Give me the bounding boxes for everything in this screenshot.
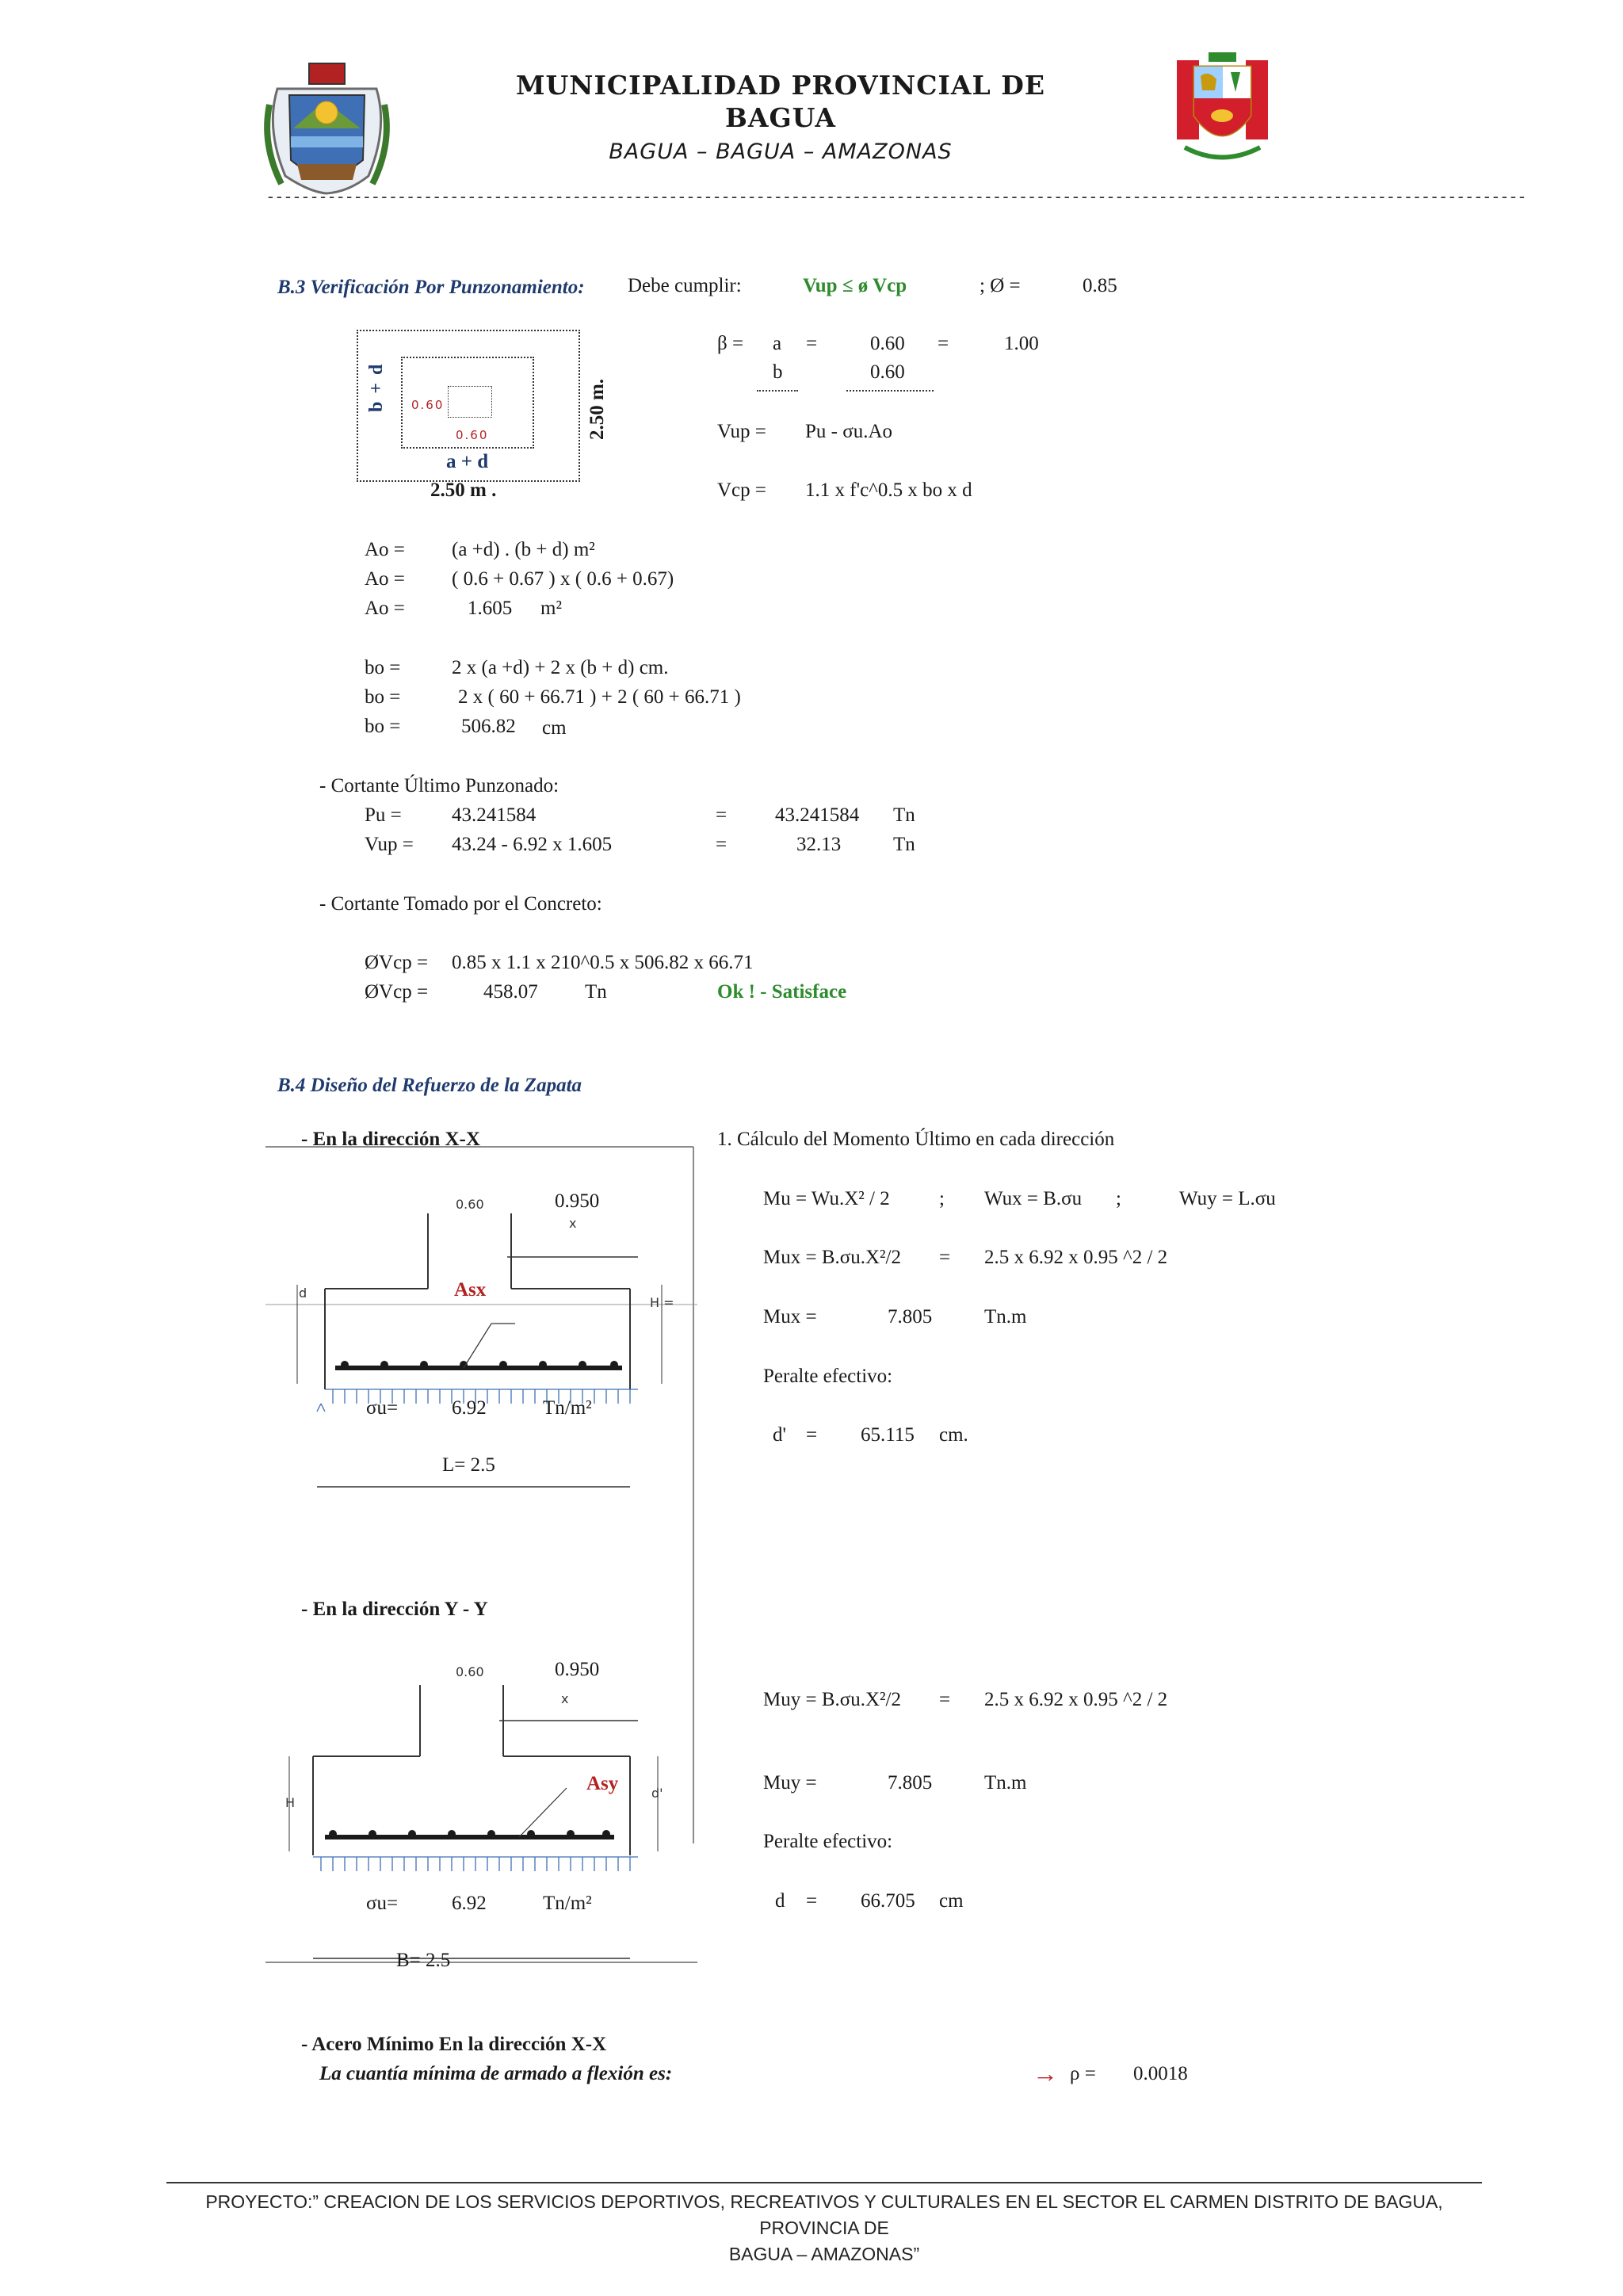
beta-result: 1.00	[1004, 333, 1039, 354]
ok-status: Ok ! - Satisface	[717, 981, 847, 1003]
mux-value: 7.805	[888, 1306, 933, 1328]
section-b3-heading: B.3 Verificación Por Punzonamiento:	[277, 277, 585, 298]
muy-label: Muy =	[763, 1772, 817, 1794]
ao-value-3: 1.605	[468, 598, 513, 619]
b-plus-d-label: b + d	[366, 362, 387, 412]
wuy-formula: Wuy = L.σu	[1179, 1188, 1276, 1209]
ovcp-value-2: 458.07	[483, 981, 538, 1003]
mux-label: Mux =	[763, 1306, 817, 1328]
muy-formula-value: 2.5 x 6.92 x 0.95 ^2 / 2	[984, 1689, 1168, 1710]
bo-value-2: 2 x ( 60 + 66.71 ) + 2 ( 60 + 66.71 )	[458, 686, 741, 708]
mux-formula-value: 2.5 x 6.92 x 0.95 ^2 / 2	[984, 1247, 1168, 1268]
beta-eq1: =	[806, 333, 818, 354]
dprime-eq: =	[806, 1424, 818, 1446]
xx-x-label: x	[569, 1216, 577, 1231]
xx-x-value: 0.950	[555, 1190, 600, 1212]
calc-moment-title: 1. Cálculo del Momento Último en cada dirección	[717, 1129, 1115, 1150]
bo-value-1: 2 x (a +d) + 2 x (b + d) cm.	[452, 657, 669, 678]
vup-formula: Pu - σu.Ao	[805, 421, 893, 442]
must-comply-label: Debe cumplir:	[628, 275, 742, 296]
rho-value: 0.0018	[1133, 2063, 1188, 2084]
beta-a-value: 0.60	[870, 333, 905, 354]
mu-separator-2: ;	[1116, 1188, 1121, 1209]
pu-unit: Tn	[893, 804, 915, 826]
vup-label: Vup =	[717, 421, 766, 442]
ovcp-value-1: 0.85 x 1.1 x 210^0.5 x 506.82 x 66.71	[452, 952, 754, 973]
yy-x-value: 0.950	[555, 1659, 600, 1680]
mux-formula-label: Mux = B.σu.X²/2	[763, 1247, 901, 1268]
pu-result: 43.241584	[775, 804, 860, 826]
section-b4-heading: B.4 Diseño del Refuerzo de la Zapata	[277, 1075, 582, 1096]
bo-label-3: bo =	[365, 716, 401, 737]
beta-a: a	[773, 333, 782, 354]
peralte-x-label: Peralte efectivo:	[763, 1366, 893, 1387]
wux-formula: Wux = B.σu	[984, 1188, 1083, 1209]
muy-unit: Tn.m	[984, 1772, 1027, 1794]
column-outline	[448, 386, 492, 418]
beta-fraction-rule-1	[757, 390, 798, 392]
cuantia-text: La cuantía mínima de armado a flexión es:	[319, 2063, 673, 2084]
inner-width-label: 0.60	[411, 398, 445, 412]
inner-height-label: 0.60	[456, 428, 489, 442]
mu-formula: Mu = Wu.X² / 2	[763, 1188, 890, 1209]
muy-value: 7.805	[888, 1772, 933, 1794]
header-title-line1: MUNICIPALIDAD PROVINCIAL DE	[516, 70, 1045, 101]
cortante-ultimo-heading: - Cortante Último Punzonado:	[319, 775, 559, 797]
header-subtitle: BAGUA – BAGUA – AMAZONAS	[609, 139, 953, 164]
peru-coat-of-arms	[1177, 52, 1268, 163]
asx-label: Asx	[454, 1279, 487, 1301]
ovcp-unit-2: Tn	[585, 981, 607, 1003]
ao-value-1: (a +d) . (b + d) m²	[452, 539, 595, 560]
direction-yy-title: - En la dirección Y - Y	[301, 1599, 488, 1620]
vup-calc-eq: =	[716, 834, 727, 855]
beta-label: β =	[717, 333, 744, 354]
footer-line-2: BAGUA – AMAZONAS”	[728, 2244, 920, 2264]
phi-value: 0.85	[1083, 275, 1117, 296]
direction-xx-title: - En la dirección X-X	[301, 1129, 480, 1150]
bo-label-1: bo =	[365, 657, 401, 678]
a-plus-d-label: a + d	[446, 451, 489, 472]
vup-calc-label: Vup =	[365, 834, 414, 855]
footing-width-label: 2.50 m .	[430, 479, 497, 501]
header-separator: ------------------------------------------------------------------------------------------------------------------------------------------------	[265, 187, 1526, 206]
ao-label-1: Ao =	[365, 539, 405, 560]
mux-unit: Tn.m	[984, 1306, 1027, 1328]
ovcp-label-2: ØVcp =	[365, 981, 429, 1003]
header-title-line2: BAGUA	[724, 102, 837, 133]
pu-value: 43.241584	[452, 804, 537, 826]
beta-b: b	[773, 361, 783, 383]
yy-h-label: H	[285, 1795, 296, 1810]
bo-label-2: bo =	[365, 686, 401, 708]
peralte-y-label: Peralte efectivo:	[763, 1831, 893, 1852]
mux-formula-eq: =	[939, 1247, 951, 1268]
xx-d-label: d	[299, 1286, 307, 1301]
xx-sigma-unit: Tn/m²	[543, 1397, 592, 1419]
dprime-value: 65.115	[861, 1424, 915, 1446]
punching-condition: Vup ≤ ø Vcp	[803, 275, 907, 296]
vup-calc-unit: Tn	[893, 834, 915, 855]
beta-b-value: 0.60	[870, 361, 905, 383]
xx-sigma-value: 6.92	[452, 1397, 487, 1419]
d-value: 66.705	[861, 1890, 915, 1912]
d-eq: =	[806, 1890, 818, 1912]
municipal-logo	[262, 57, 392, 200]
yy-b-label: B= 2.5	[396, 1950, 451, 1971]
xx-column-width: 0.60	[456, 1197, 484, 1212]
footing-section-xx-drawing	[265, 1146, 697, 1966]
muy-formula-eq: =	[939, 1689, 951, 1710]
d-unit: cm	[939, 1890, 964, 1912]
vcp-label: Vcp =	[717, 479, 766, 501]
yy-sigma-value: 6.92	[452, 1893, 487, 1914]
beta-eq2: =	[938, 333, 949, 354]
footing-height-label: 2.50 m.	[586, 378, 608, 440]
rho-label: ρ =	[1070, 2063, 1096, 2084]
muy-formula-label: Muy = B.σu.X²/2	[763, 1689, 901, 1710]
asy-label: Asy	[586, 1773, 619, 1794]
ao-label-2: Ao =	[365, 568, 405, 590]
arrow-right-icon: →	[1033, 2059, 1058, 2088]
footer-line-1: PROYECTO:” CREACION DE LOS SERVICIOS DEPORTIVOS, RECREATIVOS Y CULTURALES EN EL SECTOR EL CARMEN DISTRITO DE BAGUA, PROVINCIA DE	[205, 2191, 1443, 2238]
vcp-formula: 1.1 x f'c^0.5 x bo x d	[805, 479, 972, 501]
bo-value-3: 506.82	[461, 716, 516, 737]
pu-label: Pu =	[365, 804, 402, 826]
pu-eq: =	[716, 804, 727, 826]
mu-separator-1: ;	[939, 1188, 945, 1209]
ovcp-label-1: ØVcp =	[365, 952, 429, 973]
yy-x-label: x	[561, 1691, 569, 1706]
yy-column-width: 0.60	[456, 1664, 484, 1679]
ao-unit-3: m²	[540, 598, 562, 619]
beta-fraction-rule-2	[846, 390, 934, 392]
xx-sigma-label: σu=	[366, 1397, 399, 1419]
xx-h-label: H =	[650, 1295, 674, 1310]
phi-label: ; Ø =	[980, 275, 1021, 296]
ao-label-3: Ao =	[365, 598, 405, 619]
yy-d-label: d'	[651, 1786, 663, 1801]
d-label: d	[775, 1890, 785, 1912]
vup-calc-value: 43.24 - 6.92 x 1.605	[452, 834, 613, 855]
vup-calc-result: 32.13	[796, 834, 842, 855]
footer-rule	[166, 2182, 1482, 2183]
bo-unit-3: cm	[542, 717, 567, 739]
yy-sigma-label: σu=	[366, 1893, 399, 1914]
yy-sigma-unit: Tn/m²	[543, 1893, 592, 1914]
dprime-label: d'	[773, 1424, 787, 1446]
cortante-concreto-heading: - Cortante Tomado por el Concreto:	[319, 893, 602, 915]
ao-value-2: ( 0.6 + 0.67 ) x ( 0.6 + 0.67)	[452, 568, 674, 590]
footer	[166, 2189, 1482, 2267]
acero-minimo-title: - Acero Mínimo En la dirección X-X	[301, 2034, 607, 2055]
xx-length-label: L= 2.5	[442, 1454, 495, 1476]
dprime-unit: cm.	[939, 1424, 968, 1446]
